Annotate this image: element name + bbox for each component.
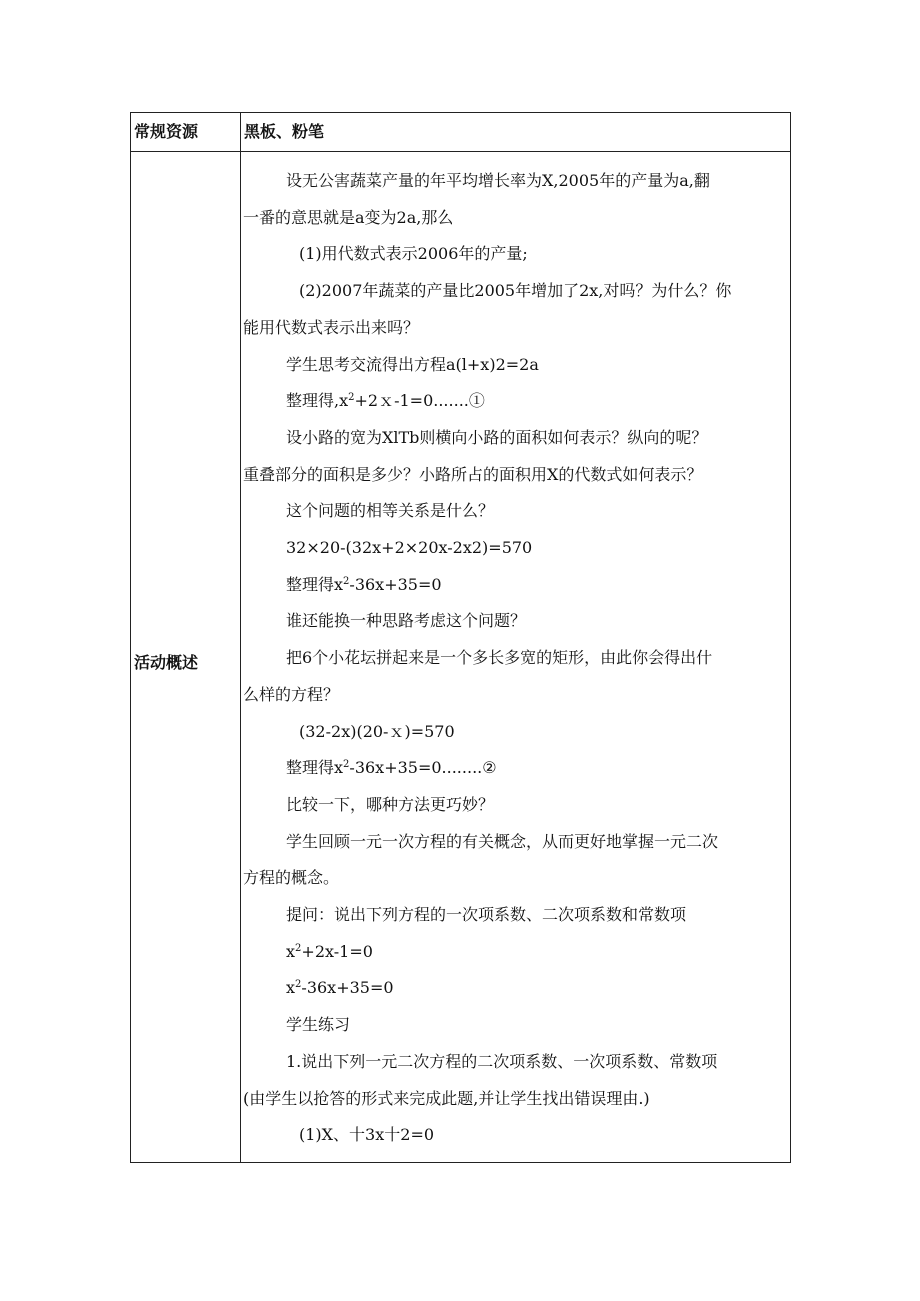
equation-line: 整理得$,x^2+2x-1=0.......①$ (286, 391, 485, 411)
paragraph: 设小路的宽为XlTb则横向小路的面积如何表示？纵向的呢？ (286, 427, 708, 447)
paragraph: 谁还能换一种思路考虑这个问题？ (286, 611, 527, 631)
paragraph: 1.说出下列一元二次方程的二次项系数、一次项系数、常数项 (286, 1051, 718, 1071)
activity-overview-label: 活动概述 (134, 653, 199, 672)
paragraph: 这个问题的相等关系是什么？ (286, 501, 495, 521)
paragraph: 么样的方程？ (243, 684, 340, 704)
equation-line: 32×20-(32x+2×20x-2x2)=570 (286, 538, 533, 558)
paragraph: 能用代数式表示出来吗？ (243, 317, 420, 337)
resources-value: 黑板、粉笔 (244, 122, 325, 141)
paragraph: 学生回顾一元一次方程的有关概念，从而更好地掌握一元二次 (286, 831, 719, 851)
paragraph: (2)2007年蔬菜的产量比2005年增加了2x,对吗？为什么？你 (299, 281, 732, 301)
paragraph: 一番的意思就是a变为2a,那么 (243, 207, 454, 227)
equation-line: 整理得$x^2-36x+35=0........②$ (286, 758, 497, 778)
equation-line: $x^2+2x-1=0$ (286, 941, 373, 961)
row-divider (131, 151, 790, 152)
paragraph: 学生思考交流得出方程a(l+x)2=2a (286, 354, 539, 374)
paragraph: 重叠部分的面积是多少？小路所占的面积用X的代数式如何表示？ (243, 464, 703, 484)
resources-label: 常规资源 (134, 122, 199, 141)
lesson-table (130, 112, 791, 1163)
paragraph: (1)用代数式表示2006年的产量; (299, 244, 528, 264)
paragraph: (由学生以抢答的形式来完成此题,并让学生找出错误理由.) (243, 1088, 650, 1108)
paragraph: 方程的概念。 (243, 868, 340, 888)
paragraph: 设无公害蔬菜产量的年平均增长率为X,2005年的产量为a,翻 (286, 171, 710, 190)
paragraph: 学生练习 (286, 1015, 351, 1035)
activity-content (241, 163, 789, 1154)
equation-line: 整理得$x^2-36x+35=0$ (286, 574, 442, 594)
paragraph: 比较一下，哪种方法更巧妙？ (286, 794, 495, 814)
paragraph: 把6个小花坛拼起来是一个多长多宽的矩形，由此你会得出什 (286, 648, 713, 668)
paragraph: 提问：说出下列方程的一次项系数、二次项系数和常数项 (286, 905, 687, 925)
equation-line: (32-2x)(20-ｘ)=570 (299, 721, 455, 741)
equation-line: (1)X、十3x十2=0 (299, 1125, 435, 1145)
equation-line: $x^2-36x+35=0$ (286, 978, 394, 998)
